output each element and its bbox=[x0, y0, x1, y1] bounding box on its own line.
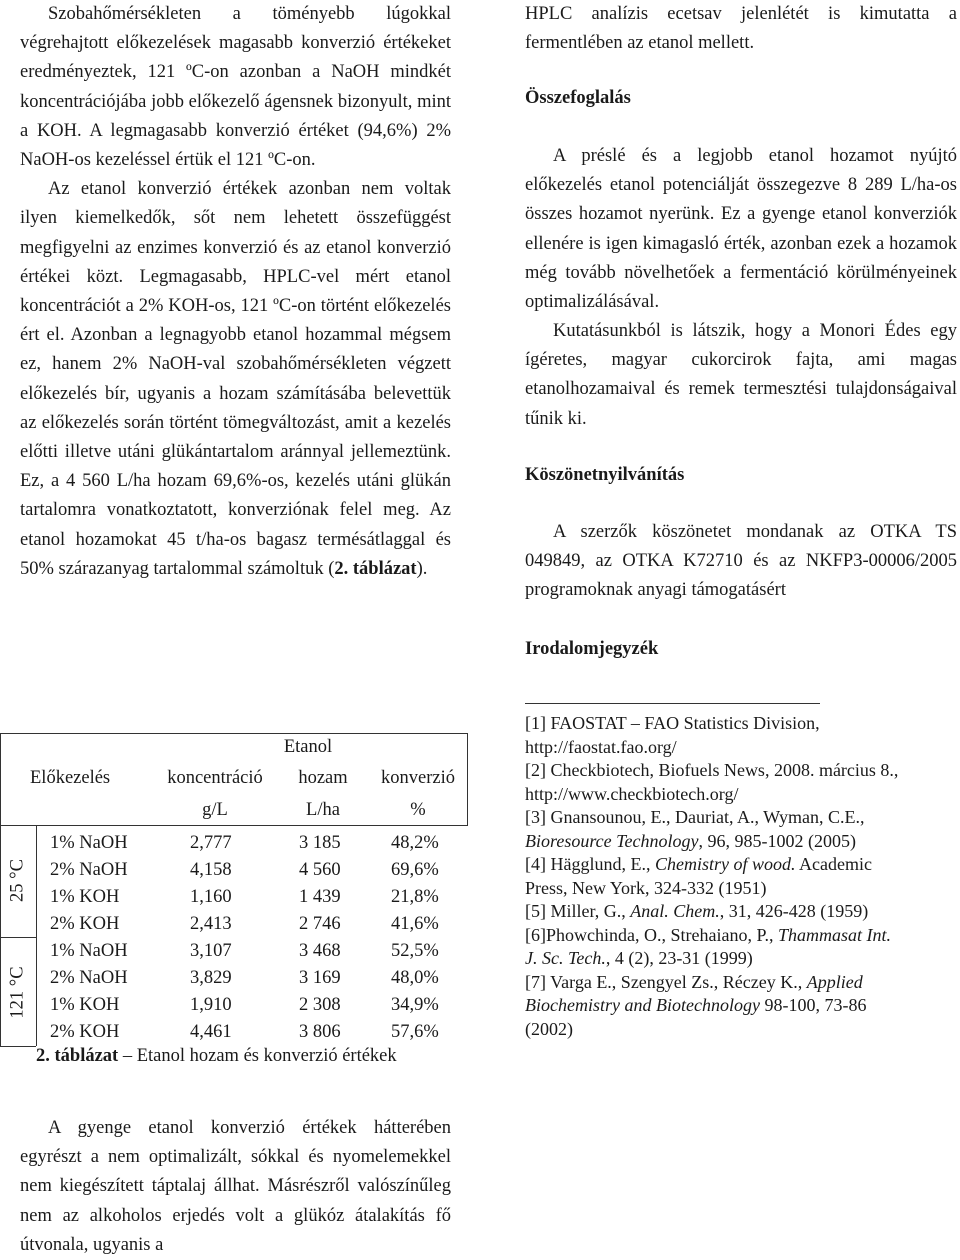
left-column bbox=[20, 0, 451, 584]
reference-4 bbox=[525, 853, 957, 877]
cell-treatment: 1% NaOH bbox=[50, 941, 128, 961]
reference-7-authors: [7] Varga E., Szengyel Zs., Réczey K., bbox=[525, 971, 807, 992]
paragraph-conversion-results: Szobahőmérsékleten a töményebb lúgokkal végrehajtott előkezelések magasabb konverzió értékeket eredményeztek, 121 ºC-on azonban a NaOH mindkét koncentrációjába jobb előkezelő ágensnek bizonyult, mint a KOH. A legmagasabb konverzió értéket (94,6%) 2% NaOH-os kezeléssel értük el 121 ºC-on. bbox=[20, 4, 451, 171]
table-temp-column-border bbox=[36, 825, 37, 1046]
cell-yield: 3 169 bbox=[299, 968, 341, 988]
reference-6-details: , 4 (2), 23-31 (1999) bbox=[605, 948, 753, 968]
cell-treatment: 2% NaOH bbox=[50, 968, 128, 988]
references-rule bbox=[525, 703, 820, 704]
reference-5-details: , 31, 426-428 (1959) bbox=[719, 901, 869, 921]
cell-conc: 4,461 bbox=[190, 1022, 232, 1042]
cell-treatment: 2% KOH bbox=[50, 1022, 120, 1042]
paragraph-ethanol-conversion bbox=[20, 175, 451, 584]
reference-2: [2] Checkbiotech, Biofuels News, 2008. március 8., bbox=[525, 760, 899, 780]
table-caption bbox=[36, 1046, 397, 1067]
table-caption-text: – Etanol hozam és konverzió értékek bbox=[118, 1046, 397, 1066]
cell-conc: 3,107 bbox=[190, 941, 232, 961]
reference-3-details: , 96, 985-1002 (2005) bbox=[698, 830, 856, 851]
unit-hozam: L/ha bbox=[306, 800, 340, 820]
reference-1: [1] FAOSTAT – FAO Statistics Division, bbox=[525, 713, 820, 733]
reference-7-details: 98-100, 73-86 bbox=[759, 995, 867, 1015]
reference-4-cont: Press, New York, 324-332 (1951) bbox=[525, 877, 767, 898]
paragraph-hplc: HPLC analízis ecetsav jelenlétét is kimutatta a fermentlében az etanol mellett. bbox=[525, 4, 957, 54]
reference-6-cont bbox=[525, 947, 957, 971]
header-koncentracio: koncentráció bbox=[167, 768, 263, 788]
cell-treatment: 1% NaOH bbox=[50, 833, 128, 853]
cell-conc: 1,910 bbox=[190, 995, 232, 1015]
reference-3-cont bbox=[525, 830, 957, 854]
table-header-bottom-border bbox=[0, 825, 468, 826]
bottom-left-paragraph-block bbox=[20, 1114, 451, 1260]
cell-conv: 41,6% bbox=[391, 914, 439, 934]
cell-yield: 2 746 bbox=[299, 914, 341, 934]
reference-3: [3] Gnansounou, E., Dauriat, A., Wyman, C.E., bbox=[525, 807, 865, 827]
reference-5 bbox=[525, 900, 957, 924]
reference-6-journal-cont: J. Sc. Tech. bbox=[525, 948, 606, 968]
cell-conc: 4,158 bbox=[190, 860, 232, 880]
paragraph-weak-conversion: A gyenge etanol konverzió értékek hátterében egyrészt a nem optimalizált, sókkal és nyomelemekkel nem kiegészített táptalaj állhat. Másrészről valószínűleg nem az alkoholos erjedés volt a glükóz átalakítás fő útvonala, ugyanis a bbox=[20, 1118, 451, 1255]
reference-7-journal: Applied bbox=[806, 971, 863, 992]
references-heading: Irodalomjegyzék bbox=[525, 639, 659, 659]
table-bottom-border bbox=[0, 1046, 36, 1047]
reference-4-publisher: Academic bbox=[795, 854, 872, 874]
cell-conv: 21,8% bbox=[391, 887, 439, 907]
right-column bbox=[525, 0, 957, 1039]
reference-1-url: http://faostat.fao.org/ bbox=[525, 736, 677, 757]
cell-yield: 3 468 bbox=[299, 941, 341, 961]
reference-7-cont bbox=[525, 994, 957, 1018]
paragraph-summary-2: Kutatásunkból is látszik, hogy a Monori Édes egy ígéretes, magyar cukorcirok fajta, ami magas etanolhozamaival és remek termesztési tulajdonságaival tűnik ki. bbox=[525, 321, 957, 429]
summary-heading: Összefoglalás bbox=[525, 88, 631, 108]
group-label-25c: 25 °C bbox=[7, 859, 28, 902]
cell-conv: 48,2% bbox=[391, 833, 439, 853]
reference-2-url: http://www.checkbiotech.org/ bbox=[525, 783, 739, 804]
paragraph-end: ). bbox=[416, 558, 428, 579]
references-list bbox=[525, 712, 957, 1041]
paragraph-acknowledgement: A szerzők köszönetet mondanak az OTKA TS 049849, az OTKA K72710 és az NKFP3-00006/2005 programoknak anyagi támogatásért bbox=[525, 522, 957, 601]
cell-conv: 34,9% bbox=[391, 995, 439, 1015]
unit-conc: g/L bbox=[202, 800, 228, 820]
reference-5-authors: [5] Miller, G., bbox=[525, 901, 631, 921]
header-konverzio: konverzió bbox=[381, 768, 455, 788]
table-left-border bbox=[0, 733, 1, 1046]
table-top-border bbox=[0, 733, 468, 734]
reference-4-title: Chemistry of wood. bbox=[654, 854, 796, 874]
cell-conv: 57,6% bbox=[391, 1022, 439, 1042]
reference-6-authors: [6]Phowchinda, O., Strehaiano, P., bbox=[525, 924, 778, 945]
cell-yield: 1 439 bbox=[299, 887, 341, 907]
cell-conc: 3,829 bbox=[190, 968, 232, 988]
acknowledgement-heading: Köszönetnyilvánítás bbox=[525, 465, 685, 485]
reference-3-journal: Bioresource Technology bbox=[525, 830, 699, 851]
cell-treatment: 1% KOH bbox=[50, 887, 120, 907]
cell-conc: 1,160 bbox=[190, 887, 232, 907]
reference-7-year: (2002) bbox=[525, 1018, 573, 1039]
cell-conc: 2,777 bbox=[190, 833, 232, 853]
cell-conv: 69,6% bbox=[391, 860, 439, 880]
reference-5-journal: Anal. Chem. bbox=[630, 901, 720, 921]
cell-conv: 48,0% bbox=[391, 968, 439, 988]
table-caption-label: 2. táblázat bbox=[36, 1046, 119, 1066]
cell-yield: 3 185 bbox=[299, 833, 341, 853]
table-group-divider bbox=[0, 937, 36, 938]
header-hozam: hozam bbox=[298, 768, 348, 788]
table-reference: 2. táblázat bbox=[334, 558, 417, 579]
header-etanol: Etanol bbox=[283, 737, 333, 757]
group-label-121c: 121 °C bbox=[7, 966, 28, 1019]
reference-4-authors: [4] Hägglund, E., bbox=[525, 854, 655, 874]
cell-treatment: 2% NaOH bbox=[50, 860, 128, 880]
cell-yield: 3 806 bbox=[299, 1022, 341, 1042]
reference-7-journal-cont: Biochemistry and Biotechnology bbox=[525, 995, 760, 1015]
reference-6 bbox=[525, 924, 957, 948]
reference-6-journal: Thammasat Int. bbox=[777, 924, 891, 945]
cell-conc: 2,413 bbox=[190, 914, 232, 934]
cell-treatment: 1% KOH bbox=[50, 995, 120, 1015]
reference-7 bbox=[525, 971, 957, 995]
cell-treatment: 2% KOH bbox=[50, 914, 120, 934]
header-elokezeles: Előkezelés bbox=[30, 768, 111, 788]
paragraph-ethanol-conversion-text: Az etanol konverzió értékek azonban nem voltak ilyen kiemelkedők, sőt nem lehetett összefüggést megfigyelni az enzimes konverzió és az etanol konverzió értékei közt. Legmagasabb, HPLC-vel mért etanol koncentrációt a 2% KOH-os, 121 ºC-on történt előkezelés ért el. Azonban a legnagyobb etanol hozammal mégsem ez, hanem 2% NaOH-val szobahőmérsékleten végzett előkezelés bír, ugyanis a hozam számításába belevettük az előkezelés során történt tömegváltozást, amit a kezelés előtti illetve utáni glükántartalom aránnyal jellemeztünk. Ez, a 4 560 L/ha hozam 69,6%-os, kezelés utáni glükán tartalomra vonatkoztatott, konverziónak felel meg. Az etanol hozamokat 45 t/ha-os bagasz termésátlaggal és 50% szárazanyag tartalommal számoltuk ( bbox=[20, 179, 451, 579]
cell-conv: 52,5% bbox=[391, 941, 439, 961]
unit-konv: % bbox=[410, 800, 426, 820]
paragraph-summary-1: A préslé és a legjobb etanol hozamot nyújtó előkezelés etanol potenciálját összegezve 8 289 L/ha-os összes hozamot nyerünk. Ez a gyenge etanol konverziók ellenére is igen kimagasló érték, azonban ezek a hozamok még tovább növelhetőek a fermentáció körülményeinek optimalizálásával. bbox=[525, 146, 957, 313]
cell-yield: 4 560 bbox=[299, 860, 341, 880]
table-right-border bbox=[467, 733, 468, 825]
cell-yield: 2 308 bbox=[299, 995, 341, 1015]
